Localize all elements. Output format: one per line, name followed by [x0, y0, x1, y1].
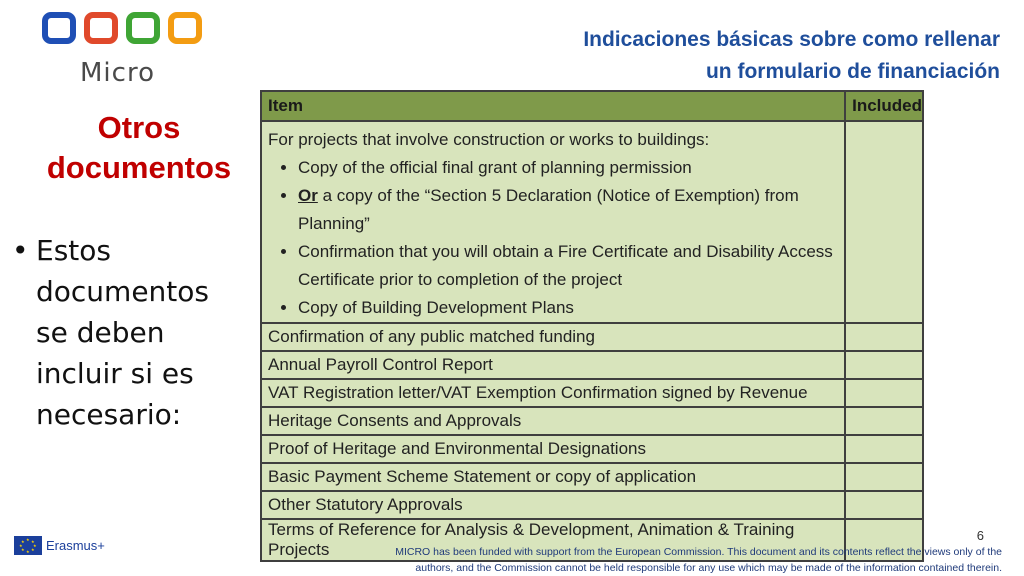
bullet-line: Estos — [36, 234, 111, 267]
item-cell: Proof of Heritage and Environmental Designations — [261, 435, 845, 463]
table-row — [261, 407, 923, 435]
list-item — [298, 182, 844, 238]
section5-text: a copy of the “Section 5 Declaration (Notice of Exemption) from Planning” — [298, 186, 799, 233]
page-number: 6 — [976, 528, 984, 543]
list-item: • Copy of Building Development Plans — [298, 294, 844, 322]
item-cell: Other Statutory Approvals — [261, 491, 845, 519]
included-cell — [845, 121, 923, 323]
bullet-text — [36, 230, 209, 435]
item-cell: Heritage Consents and Approvals — [261, 407, 845, 435]
bullet-dot-icon: • — [12, 234, 29, 267]
included-cell — [845, 463, 923, 491]
section-title — [28, 108, 250, 188]
logo-word: Micro — [80, 58, 155, 88]
section-title-line2: documentos — [46, 150, 232, 185]
table-row — [261, 351, 923, 379]
micro-logo — [40, 8, 215, 88]
column-header-included: Included — [845, 91, 923, 121]
logo-square-red — [84, 12, 118, 44]
included-cell — [845, 407, 923, 435]
list-item: • Confirmation that you will obtain a Fire Certificate and Disability Access Certificate prior to completion of the project — [298, 238, 844, 294]
item-cell: Terms of Reference for Analysis & Development, Animation & Training Projects — [261, 519, 845, 561]
logo-square-green — [126, 12, 160, 44]
header-title-line2: un formulario de financiación — [705, 60, 1000, 83]
table-row-construction — [261, 121, 923, 323]
item-cell: Annual Payroll Control Report — [261, 351, 845, 379]
bullet-line: documentos — [36, 275, 209, 308]
construction-cell — [261, 121, 845, 323]
table-row — [261, 323, 923, 351]
included-cell — [845, 323, 923, 351]
logo-square-blue — [42, 12, 76, 44]
section-bullet — [12, 230, 252, 435]
construction-list — [268, 154, 844, 322]
or-prefix: Or — [298, 186, 318, 205]
erasmus-label: Erasmus+ — [46, 538, 105, 553]
slide-header-title — [440, 24, 1000, 88]
included-cell — [845, 491, 923, 519]
column-header-item: Item — [261, 91, 845, 121]
disclaimer-line1: MICRO has been funded with support from the European Commission. This document and its contents reflect the views only of the — [395, 546, 1002, 558]
table-row — [261, 379, 923, 407]
table-row — [261, 463, 923, 491]
table-row — [261, 491, 923, 519]
included-cell — [845, 379, 923, 407]
funding-disclaimer — [302, 544, 1002, 576]
bullet-line: incluir si es — [36, 357, 194, 390]
disclaimer-line2: authors, and the Commission cannot be held responsible for any use which may be made of the information contained therein. — [415, 562, 1002, 574]
logo-square-orange — [168, 12, 202, 44]
bullet-line: se deben — [36, 316, 165, 349]
bullet-line: necesario: — [36, 398, 182, 431]
included-cell — [845, 435, 923, 463]
section-title-line1: Otros — [97, 110, 181, 145]
eu-flag-icon: ★ ★ ★ ★ ★ ★ ★ ★ — [14, 536, 42, 555]
construction-intro: For projects that involve construction or works to buildings: — [268, 130, 710, 149]
item-cell: VAT Registration letter/VAT Exemption Confirmation signed by Revenue — [261, 379, 845, 407]
item-cell: Confirmation of any public matched funding — [261, 323, 845, 351]
included-cell — [845, 351, 923, 379]
table-header-row — [261, 91, 923, 121]
erasmus-logo — [14, 536, 105, 555]
documents-table — [260, 90, 924, 562]
header-title-line1: Indicaciones básicas sobre como rellenar — [583, 28, 1000, 51]
item-cell: Basic Payment Scheme Statement or copy of application — [261, 463, 845, 491]
table-row — [261, 435, 923, 463]
list-item: • Copy of the official final grant of planning permission — [298, 154, 844, 182]
